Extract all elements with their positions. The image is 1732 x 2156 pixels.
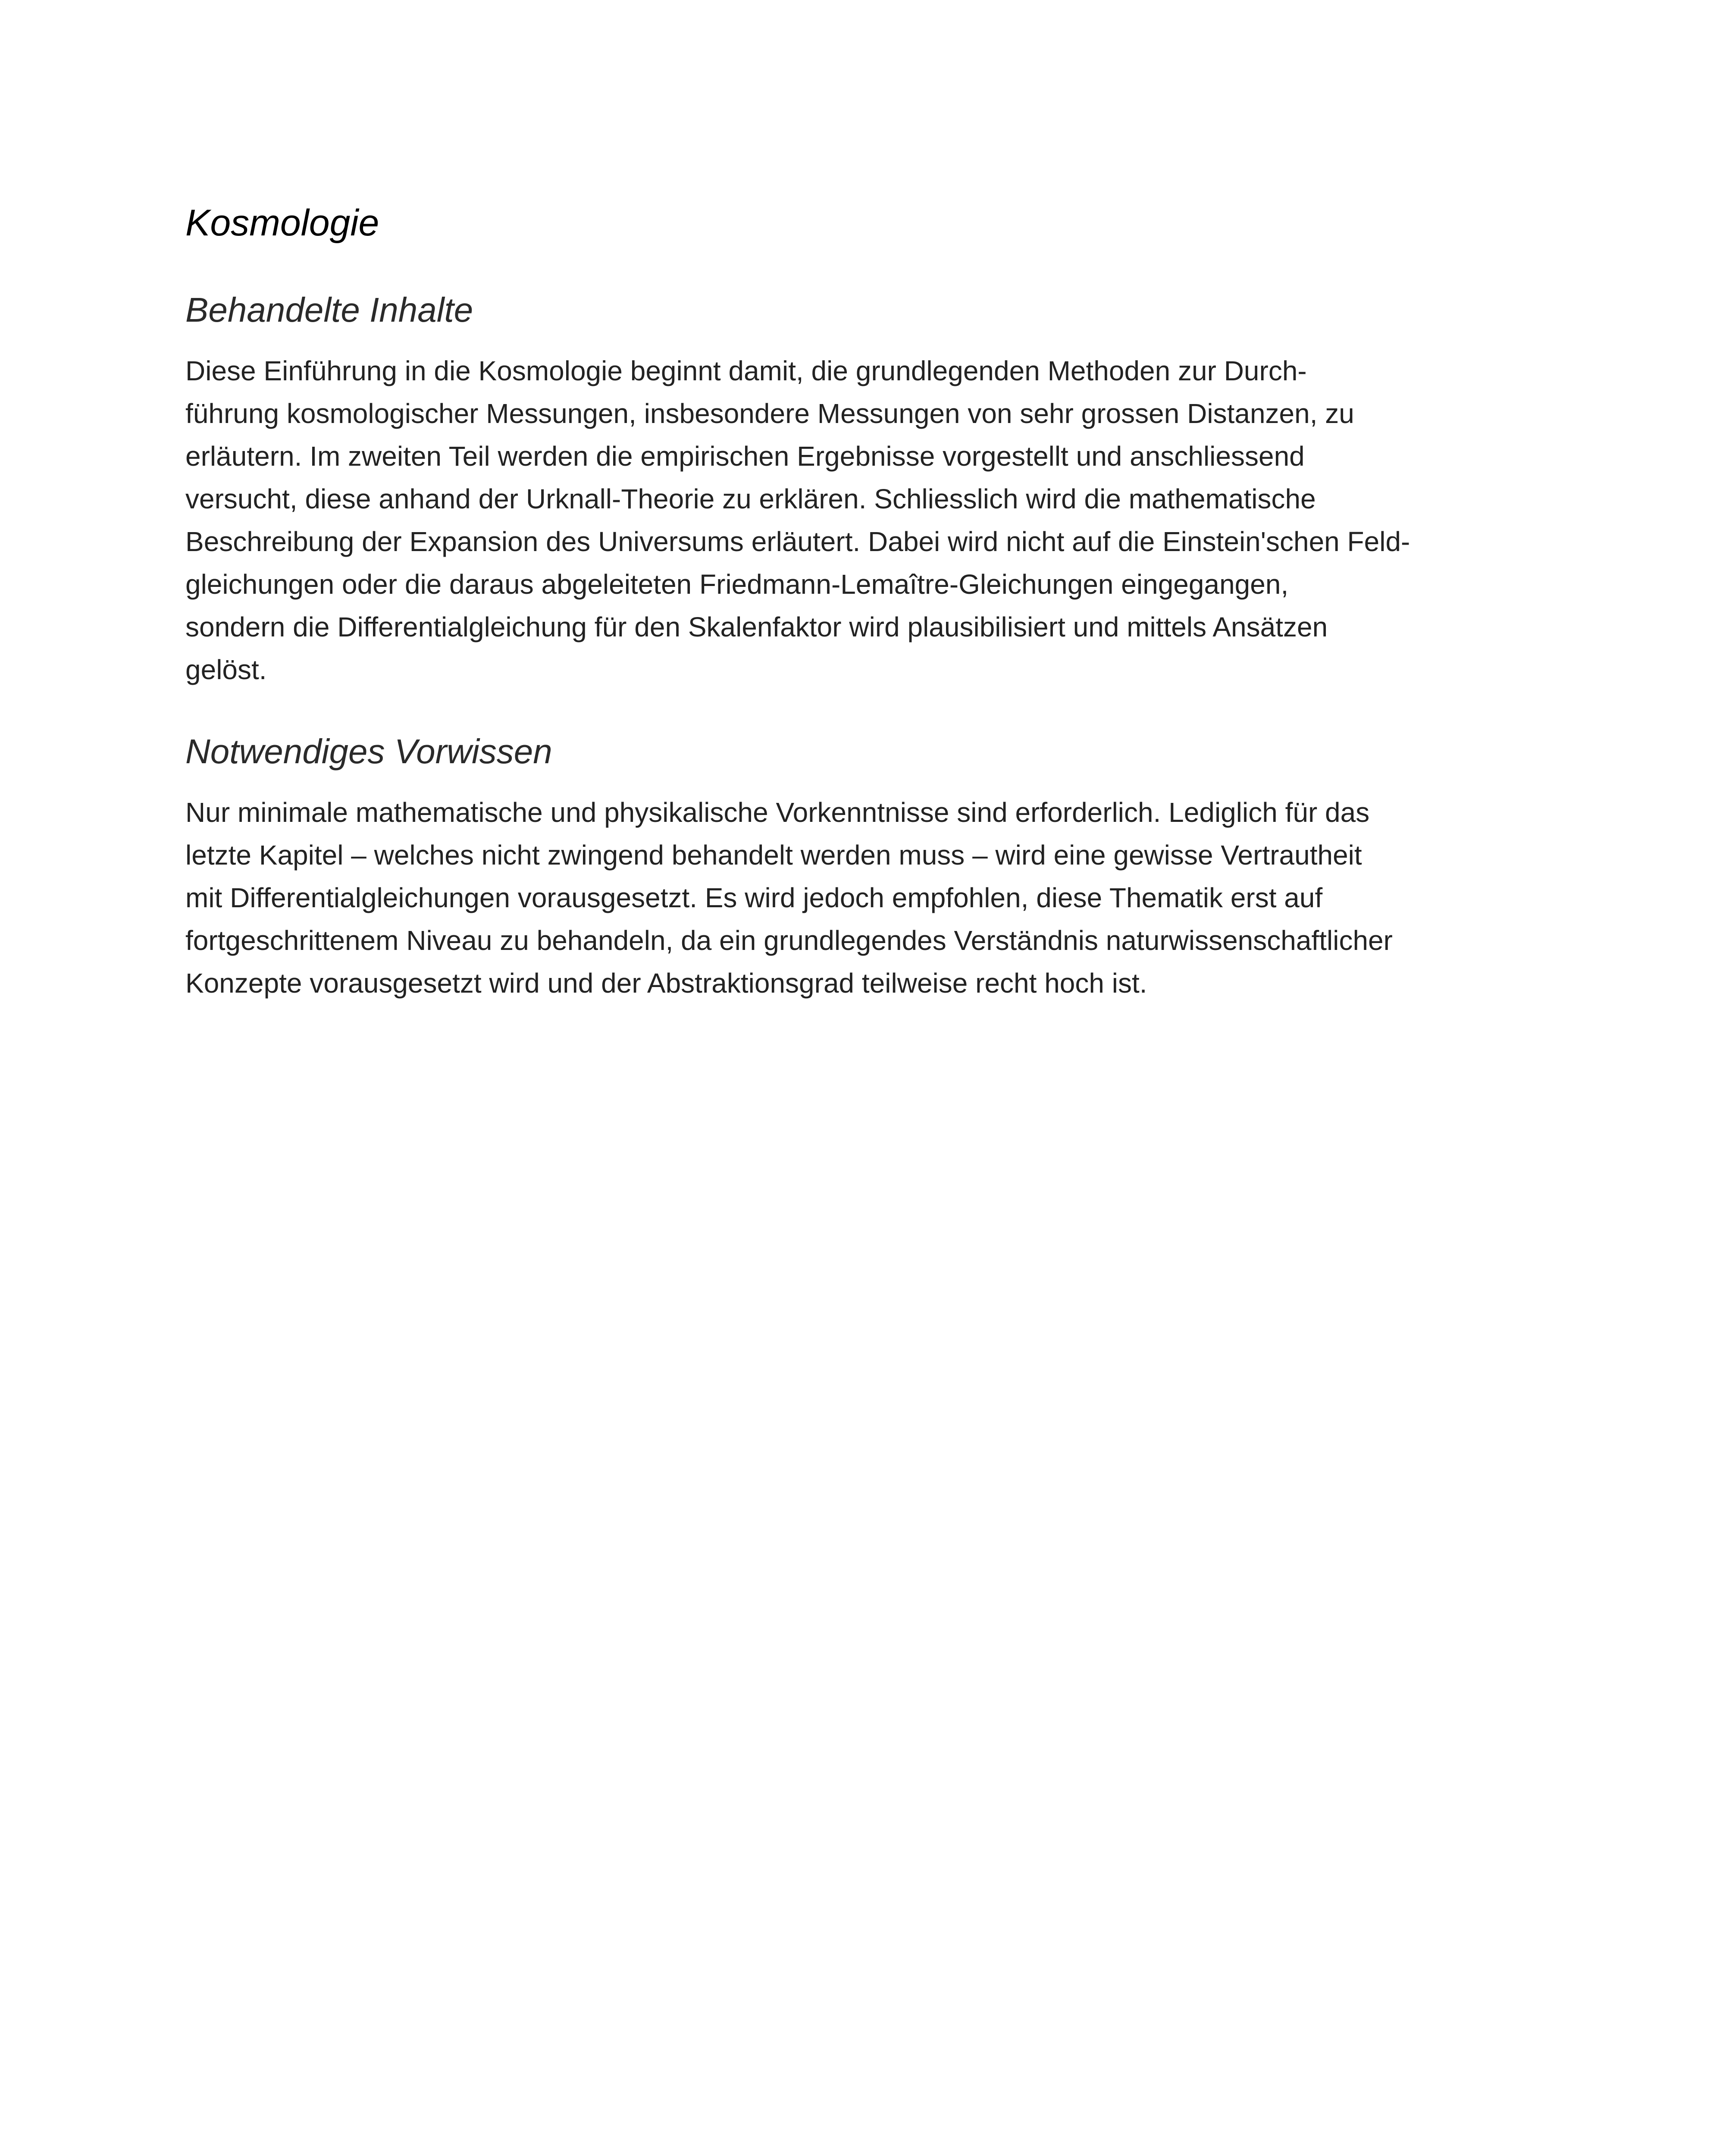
- paragraph-line: versucht, diese anhand der Urknall-Theorie zu erklären. Schliesslich wird die mathematische: [185, 483, 1316, 514]
- paragraph-line: mit Differentialgleichungen vorausgesetzt. Es wird jedoch empfohlen, diese Thematik erst auf: [185, 882, 1323, 913]
- paragraph-line: führung kosmologischer Messungen, insbesondere Messungen von sehr grossen Distanzen, zu: [185, 398, 1354, 429]
- document-title: Kosmologie: [185, 202, 379, 244]
- section-heading-behandelte-inhalte: Behandelte Inhalte: [185, 290, 473, 329]
- paragraph-line: gleichungen oder die daraus abgeleiteten Friedmann-Lemaître-Gleichungen eingegangen,: [185, 568, 1289, 600]
- paragraph-line: Konzepte vorausgesetzt wird und der Abstraktionsgrad teilweise recht hoch ist.: [185, 967, 1147, 999]
- paragraph-line: Nur minimale mathematische und physikalische Vorkenntnisse sind erforderlich. Lediglich für das: [185, 796, 1370, 828]
- section-paragraph-notwendiges-vorwissen: [185, 791, 1531, 1005]
- paragraph-line: Beschreibung der Expansion des Universums erläutert. Dabei wird nicht auf die Einstein'schen Feld-: [185, 526, 1410, 557]
- paragraph-line: Diese Einführung in die Kosmologie beginnt damit, die grundlegenden Methoden zur Durch-: [185, 355, 1307, 386]
- paragraph-line: erläutern. Im zweiten Teil werden die empirischen Ergebnisse vorgestellt und anschliessend: [185, 440, 1305, 472]
- section-heading-notwendiges-vorwissen: Notwendiges Vorwissen: [185, 732, 552, 771]
- page-content: [185, 203, 1531, 1005]
- paragraph-line: fortgeschrittenem Niveau zu behandeln, da ein grundlegendes Verständnis naturwissenschaftlicher: [185, 924, 1393, 956]
- paragraph-line: gelöst.: [185, 654, 267, 685]
- section-paragraph-behandelte-inhalte: [185, 350, 1531, 691]
- paragraph-line: sondern die Differentialgleichung für den Skalenfaktor wird plausibilisiert und mittels Ansätzen: [185, 611, 1328, 642]
- paragraph-line: letzte Kapitel – welches nicht zwingend behandelt werden muss – wird eine gewisse Vertrautheit: [185, 839, 1362, 871]
